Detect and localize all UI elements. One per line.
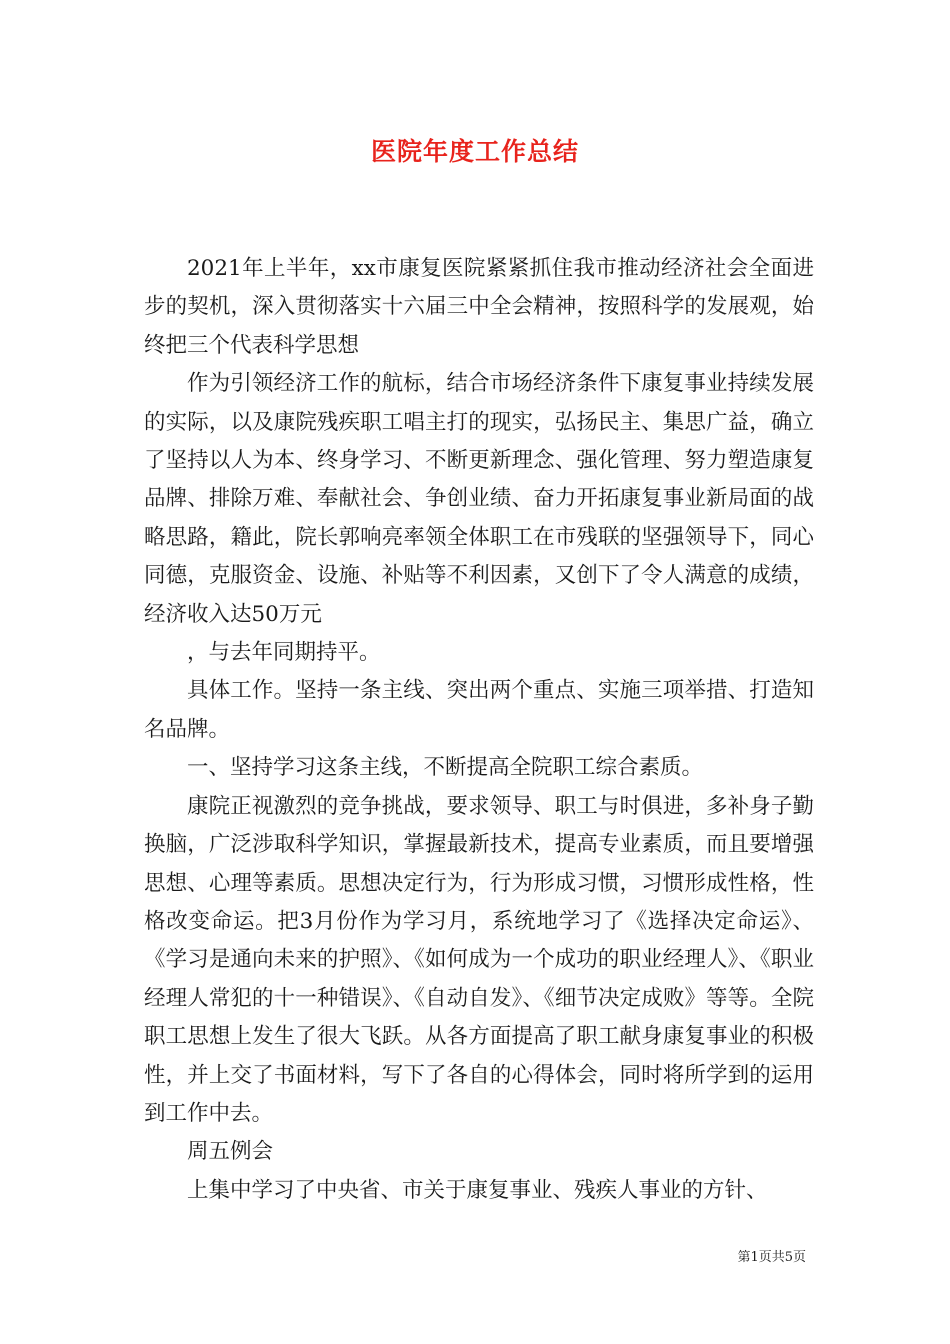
paragraph: 2021年上半年，xx市康复医院紧紧抓住我市推动经济社会全面进步的契机，深入贯彻落实十六届三中全会精神，按照科学的发展观，始终把三个代表科学思想 [144, 256, 814, 358]
paragraph: ，与去年同期持平。 [187, 640, 381, 666]
paragraph: 周五例会 [187, 1139, 274, 1165]
document-body [144, 250, 814, 1210]
section-heading: 一、坚持学习这条主线，不断提高全院职工综合素质。 [187, 755, 704, 781]
page-number: 第1页共5页 [737, 1250, 806, 1265]
paragraph: 具体工作。坚持一条主线、突出两个重点、实施三项举措、打造知名品牌。 [144, 678, 814, 742]
paragraph: 作为引领经济工作的航标，结合市场经济条件下康复事业持续发展的实际，以及康院残疾职工唱主打的现实，弘扬民主、集思广益，确立了坚持以人为本、终身学习、不断更新理念、强化管理、努力塑造康复品牌、排除万难、奉献社会、争创业绩、奋力开拓康复事业新局面的战略思路，籍此，院长郭响亮率领全体职工在市残联的坚强领导下，同心同德，克服资金、设施、补贴等不利因素，又创下了令人满意的成绩，经济收入达50万元 [144, 371, 814, 627]
document-title: 医院年度工作总结 [370, 137, 579, 166]
paragraph: 上集中学习了中央省、市关于康复事业、残疾人事业的方针、 [187, 1177, 768, 1203]
paragraph: 康院正视激烈的竞争挑战，要求领导、职工与时俱进，多补身子勤换脑，广泛涉取科学知识，掌握最新技术，提高专业素质，而且要增强思想、心理等素质。思想决定行为，行为形成习惯，习惯形成性格，性格改变命运。把3月份作为学习月，系统地学习了《选择决定命运》、《学习是通向未来的护照》、《如何成为一个成功的职业经理人》、《职业经理人常犯的十一种错误》、《自动自发》、《细节决定成败》等等。全院职工思想上发生了很大飞跃。从各方面提高了职工献身康复事业的积极性，并上交了书面材料，写下了各自的心得体会，同时将所学到的运用到工作中去。 [144, 793, 814, 1126]
